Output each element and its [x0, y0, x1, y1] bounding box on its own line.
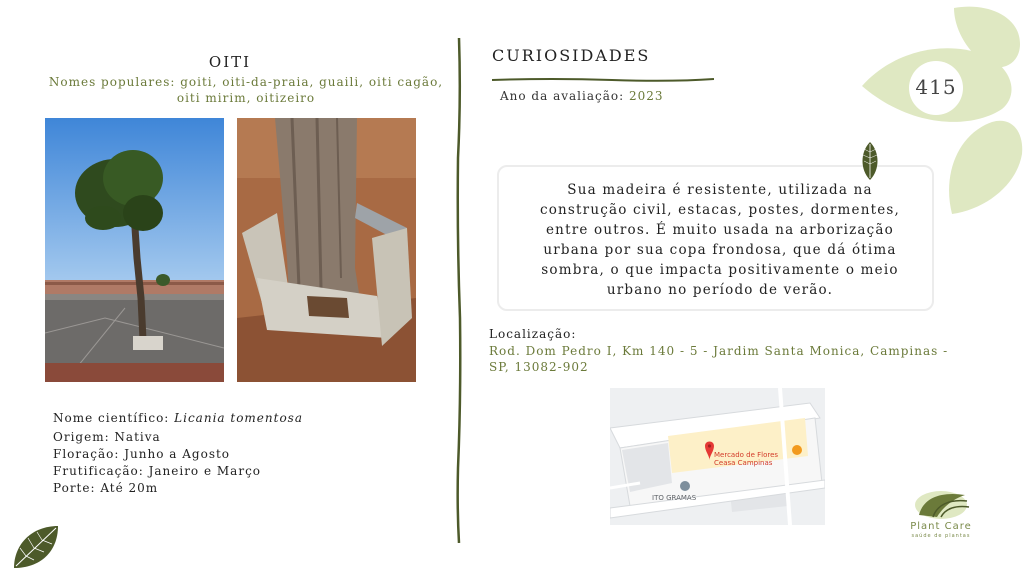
- map-poi-label: ITO GRAMAS: [652, 494, 697, 502]
- size: Porte: Até 20m: [53, 481, 159, 495]
- curiosities-title: CURIOSIDADES: [492, 46, 651, 65]
- brand-logo-icon: [913, 487, 971, 525]
- year-value: 2023: [628, 89, 664, 103]
- location-label: Localização:: [489, 327, 577, 341]
- vertical-divider: [455, 38, 463, 543]
- popular-names: Nomes populares: goiti, oiti-da-praia, guaili, oiti cagão, oiti mirim, oitizeiro: [48, 75, 444, 105]
- poi-marker-icon: [792, 445, 802, 455]
- poi-pin-icon: [680, 481, 690, 491]
- scientific-label: Nome científico:: [53, 411, 175, 425]
- curiosity-text: Sua madeira é resistente, utilizada na construção civil, estacas, postes, dormentes, entre outros. É muito usada na arborização urbana por sua copa frondosa, que dá ótima sombra, o que impacta positivamente o meio urbano no período de verão.: [539, 182, 901, 298]
- brand-tagline: saúde de plantas: [911, 533, 971, 539]
- origin: Origem: Nativa: [53, 430, 161, 444]
- decorative-leaf-icon: [12, 524, 60, 574]
- plant-title: OITI: [208, 53, 252, 71]
- location-address: Rod. Dom Pedro I, Km 140 - 5 - Jardim Santa Monica, Campinas - SP, 13082-902: [489, 344, 949, 374]
- flowering: Floração: Junho a Agosto: [53, 447, 231, 461]
- map-place-label-1: Mercado de Flores: [714, 451, 779, 459]
- fruiting: Frutificação: Janeiro e Março: [53, 464, 262, 478]
- plant-facts: [53, 410, 303, 497]
- trunk-photo: [237, 118, 416, 382]
- title-underline: [492, 68, 714, 74]
- badge-number: 415: [915, 75, 957, 99]
- location-map[interactable]: [610, 388, 825, 525]
- brand-name: Plant Care: [910, 521, 972, 532]
- map-place-label-2: Ceasa Campinas: [714, 459, 773, 467]
- year-label: Ano da avaliação:: [500, 89, 629, 103]
- scientific-name-line: [53, 410, 303, 427]
- evaluation-year: [500, 89, 664, 103]
- scientific-name: Licania tomentosa: [174, 411, 303, 425]
- tree-photo: [45, 118, 224, 382]
